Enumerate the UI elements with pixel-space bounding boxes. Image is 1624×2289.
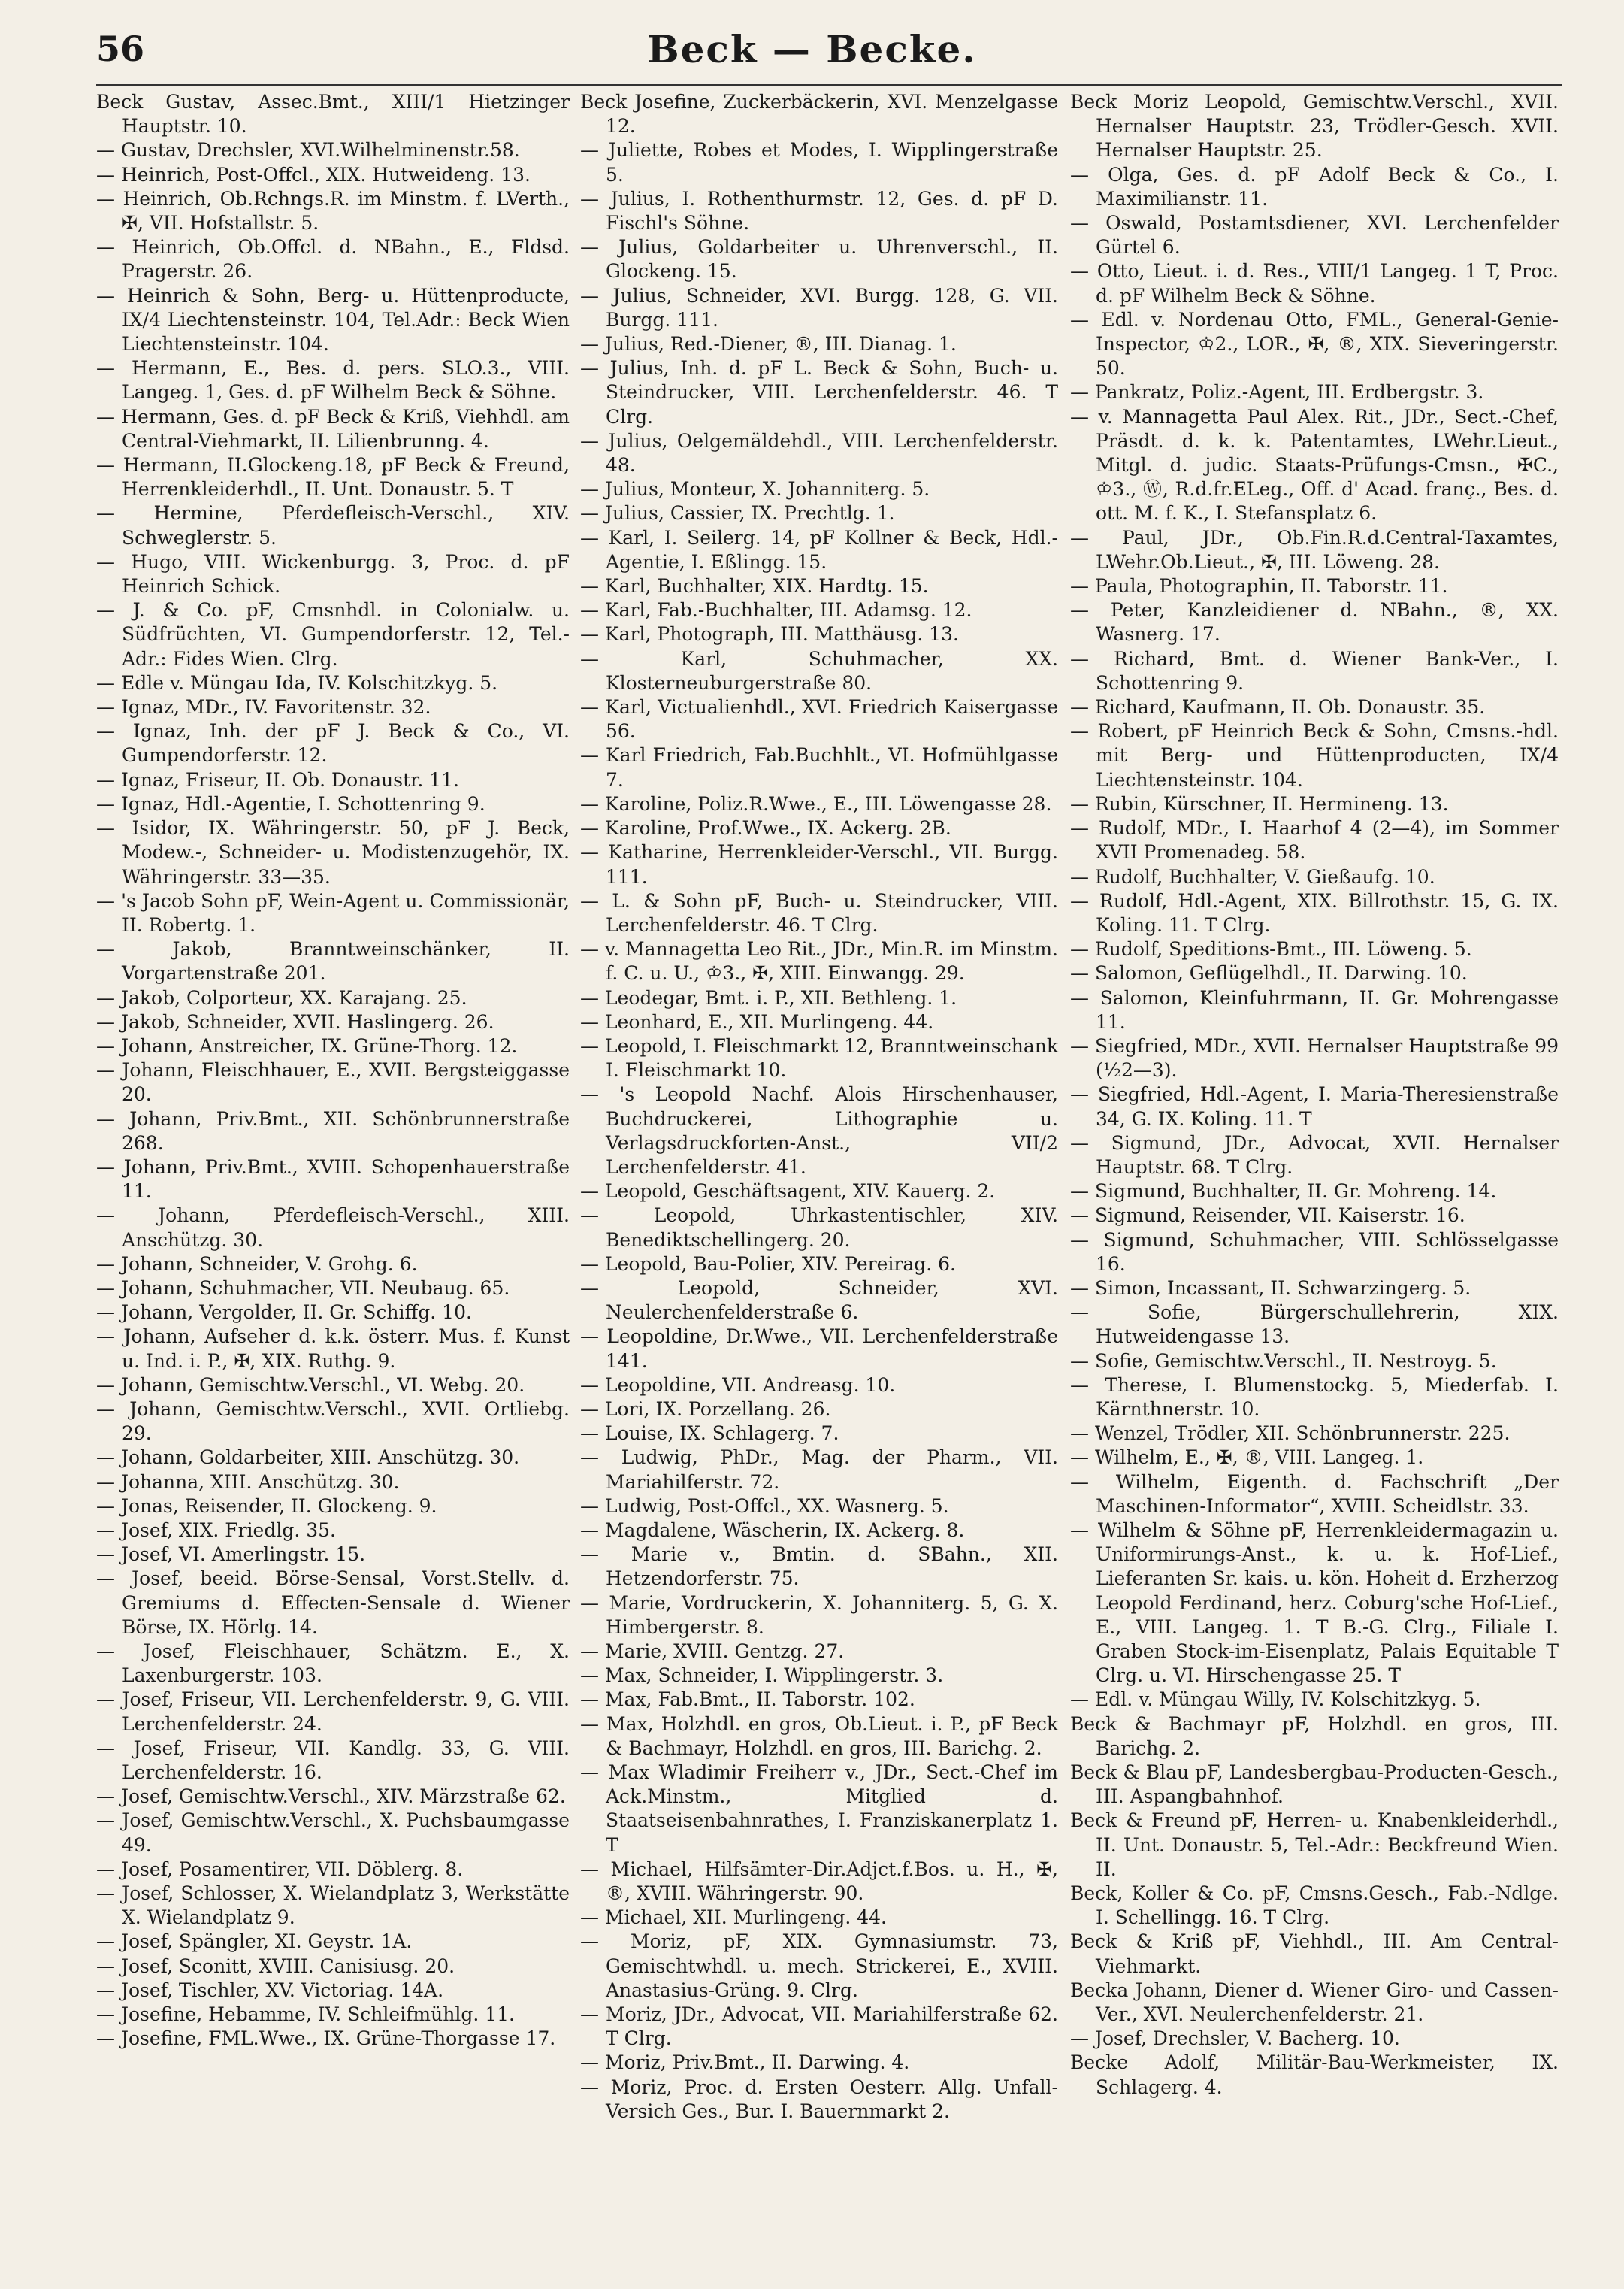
directory-entry: — Hermann, Ges. d. pF Beck & Kriß, Viehhdl. am Central-Viehmarkt, II. Lilienbrunng. 4. (96, 405, 570, 452)
directory-entry: — Salomon, Geflügelhdl., II. Darwing. 10. (1070, 962, 1468, 985)
directory-entry: — Jakob, Schneider, XVII. Haslingerg. 26. (96, 1010, 494, 1033)
directory-entry: — Karl, Fab.-Buchhalter, III. Adamsg. 12. (580, 599, 972, 622)
directory-entry: — Marie v., Bmtin. d. SBahn., XII. Hetzendorferstr. 75. (580, 1543, 1058, 1590)
column-1 (96, 90, 570, 2051)
directory-entry: — Sigmund, JDr., Advocat, XVII. Hernalser Hauptstr. 68. T Clrg. (1070, 1131, 1559, 1178)
directory-entry: — Juliette, Robes et Modes, I. Wipplingerstraße 5. (580, 139, 1058, 186)
column-3 (1070, 90, 1559, 2100)
directory-entry: — Karl, Buchhalter, XIX. Hardtg. 15. (580, 575, 929, 598)
directory-entry: — Heinrich, Post-Offcl., XIX. Hutweideng. 13. (96, 163, 531, 186)
directory-entry: — L. & Sohn pF, Buch- u. Steindrucker, VIII. Lerchenfelderstr. 46. T Clrg. (580, 889, 1058, 936)
directory-entry: — Josefine, FML.Wwe., IX. Grüne-Thorgasse 17. (96, 2027, 556, 2050)
directory-entry: — Michael, XII. Murlingeng. 44. (580, 1906, 887, 1929)
directory-entry: — Therese, I. Blumenstockg. 5, Miederfab. I. Kärnthnerstr. 10. (1070, 1373, 1559, 1420)
directory-entry: — Rudolf, Buchhalter, V. Gießaufg. 10. (1070, 865, 1435, 888)
directory-entry: — Siegfried, MDr., XVII. Hernalser Hauptstraße 99 (½2—3). (1070, 1034, 1559, 1082)
directory-entry: — Isidor, IX. Währingerstr. 50, pF J. Beck, Modew.-, Schneider- u. Modistenzugehör, IX. Währingerstr. 33—35. (96, 817, 570, 888)
directory-entry: — Josef, Posamentirer, VII. Döblerg. 8. (96, 1858, 464, 1880)
directory-entry: — Max, Schneider, I. Wipplingerstr. 3. (580, 1664, 944, 1687)
directory-entry: Becke Adolf, Militär-Bau-Werkmeister, IX. Schlagerg. 4. (1070, 2051, 1559, 2098)
directory-entry: — Julius, Red.-Diener, ®, III. Dianag. 1. (580, 333, 957, 356)
directory-entry: — Peter, Kanzleidiener d. NBahn., ®, XX. Wasnerg. 17. (1070, 599, 1559, 646)
directory-entry: — Josef, Gemischtw.Verschl., X. Puchsbaumgasse 49. (96, 1809, 570, 1856)
directory-entry: — Johann, Anstreicher, IX. Grüne-Thorg. 12. (96, 1034, 518, 1057)
directory-entry: — Robert, pF Heinrich Beck & Sohn, Cmsns.-hdl. mit Berg- und Hüttenproducten, IX/4 Liechtensteinstr. 104. (1070, 720, 1559, 791)
header-rule (96, 84, 1562, 86)
directory-entry: — Julius, I. Rothenthurmstr. 12, Ges. d. pF D. Fischl's Söhne. (580, 187, 1058, 235)
directory-entry: — Josef, Drechsler, V. Bacherg. 10. (1070, 2027, 1400, 2050)
directory-entry: — Josef, Friseur, VII. Lerchenfelderstr. 9, G. VIII. Lerchenfelderstr. 24. (96, 1688, 570, 1735)
directory-entry: — Marie, Vordruckerin, X. Johanniterg. 5, G. X. Himbergerstr. 8. (580, 1591, 1058, 1638)
directory-entry: — Hermann, E., Bes. d. pers. SLO.3., VIII. Langeg. 1, Ges. d. pF Wilhelm Beck & Söhne. (96, 357, 570, 404)
directory-entry: — Johann, Vergolder, II. Gr. Schiffg. 10. (96, 1301, 472, 1324)
directory-entry: — Julius, Goldarbeiter u. Uhrenverschl., II. Glockeng. 15. (580, 236, 1058, 283)
directory-entry: — Michael, Hilfsämter-Dir.Adjct.f.Bos. u. H., ✠, ®, XVIII. Währingerstr. 90. (580, 1858, 1058, 1905)
directory-entry: — Karl, Photograph, III. Matthäusg. 13. (580, 623, 960, 646)
directory-entry: — Jonas, Reisender, II. Glockeng. 9. (96, 1494, 437, 1517)
directory-entry: — Otto, Lieut. i. d. Res., VIII/1 Langeg. 1 T, Proc. d. pF Wilhelm Beck & Söhne. (1070, 260, 1559, 307)
directory-entry: — Siegfried, Hdl.-Agent, I. Maria-Theresienstraße 34, G. IX. Koling. 11. T (1070, 1083, 1559, 1130)
directory-entry: — Hermine, Pferdefleisch-Verschl., XIV. Schweglerstr. 5. (96, 502, 570, 549)
directory-entry: — Josef, Gemischtw.Verschl., XIV. Märzstraße 62. (96, 1785, 566, 1808)
directory-entry: Beck Gustav, Assec.Bmt., XIII/1 Hietzinger Hauptstr. 10. (96, 91, 570, 138)
directory-entry: — Wilhelm & Söhne pF, Herrenkleidermagazin u. Uniformirungs-Anst., k. u. k. Hof-Lief., Lieferanten Sr. kais. u. kön. Hoheit d. Erzherzog Leopold Ferdinand, herz. Coburg'sche Hof-Lief., E., VIII. Langeg. 1. T B.-G. Clrg., Filiale I. Graben Stock-im-Eisenplatz, Palais Equitable T Clrg. u. VI. Hirschengasse 25. T (1070, 1518, 1559, 1687)
directory-entry: Beck Josefine, Zuckerbäckerin, XVI. Menzelgasse 12. (580, 91, 1058, 138)
directory-entry: — Wilhelm, Eigenth. d. Fachschrift „Der Maschinen-Informator“, XVIII. Scheidlstr. 33. (1070, 1470, 1559, 1517)
directory-entry: — Ludwig, PhDr., Mag. der Pharm., VII. Mariahilferstr. 72. (580, 1446, 1058, 1493)
directory-entry: — Moriz, Priv.Bmt., II. Darwing. 4. (580, 2051, 910, 2074)
directory-entry: — Rudolf, Hdl.-Agent, XIX. Billrothstr. 15, G. IX. Koling. 11. T Clrg. (1070, 889, 1559, 936)
directory-entry: — Sigmund, Reisender, VII. Kaiserstr. 16. (1070, 1204, 1465, 1227)
directory-entry: — Julius, Schneider, XVI. Burgg. 128, G. VII. Burgg. 111. (580, 284, 1058, 331)
directory-entry: — Heinrich, Ob.Offcl. d. NBahn., E., Fldsd. Pragerstr. 26. (96, 236, 570, 283)
directory-entry: — Karl Friedrich, Fab.Buchhlt., VI. Hofmühlgasse 7. (580, 744, 1058, 791)
directory-entry: — Leopoldine, Dr.Wwe., VII. Lerchenfelderstraße 141. (580, 1325, 1058, 1372)
page-number: 56 (96, 29, 145, 69)
directory-entry: — Josef, Tischler, XV. Victoriag. 14A. (96, 1979, 444, 2001)
directory-entry: — Edl. v. Müngau Willy, IV. Kolschitzkyg. 5. (1070, 1688, 1481, 1711)
directory-entry: — Josefine, Hebamme, IV. Schleifmühlg. 11. (96, 2003, 515, 2026)
directory-entry: — Sofie, Gemischtw.Verschl., II. Nestroyg. 5. (1070, 1349, 1497, 1372)
directory-entry: — Moriz, JDr., Advocat, VII. Mariahilferstraße 62. T Clrg. (580, 2003, 1058, 2050)
directory-entry: — v. Mannagetta Paul Alex. Rit., JDr., Sect.-Chef, Präsdt. d. k. k. Patentamtes, LWehr.Lieut., Mitgl. d. judic. Staats-Prüfungs-Cmsn., ✠C., ♔3., Ⓦ, R.d.fr.ELeg., Off. d' Acad. franç., Bes. d. ott. M. f. K., I. Stefansplatz 6. (1070, 405, 1559, 525)
directory-entry: — Rudolf, MDr., I. Haarhof 4 (2—4), im Sommer XVII Promenadeg. 58. (1070, 817, 1559, 864)
directory-entry: — Julius, Oelgemäldehdl., VIII. Lerchenfelderstr. 48. (580, 429, 1058, 477)
directory-entry: — Heinrich, Ob.Rchngs.R. im Minstm. f. LVerth., ✠, VII. Hofstallstr. 5. (96, 187, 570, 235)
directory-entry: — Edl. v. Nordenau Otto, FML., General-Genie-Inspector, ♔2., LOR., ✠, ®, XIX. Sieveringerstr. 50. (1070, 308, 1559, 380)
directory-entry: — Johann, Gemischtw.Verschl., XVII. Ortliebg. 29. (96, 1397, 570, 1445)
directory-entry: — Paula, Photographin, II. Taborstr. 11. (1070, 575, 1448, 598)
directory-entry: — Oswald, Postamtsdiener, XVI. Lerchenfelder Gürtel 6. (1070, 212, 1559, 259)
directory-entry: — Johann, Fleischhauer, E., XVII. Bergsteiggasse 20. (96, 1059, 570, 1106)
directory-entry: — Simon, Incassant, II. Schwarzingerg. 5. (1070, 1276, 1471, 1299)
directory-entry: — Rudolf, Speditions-Bmt., III. Löweng. 5. (1070, 938, 1472, 961)
directory-entry: — Johann, Gemischtw.Verschl., VI. Webg. 20. (96, 1373, 525, 1396)
directory-entry: — Josef, Sconitt, XVIII. Canisiusg. 20. (96, 1954, 455, 1977)
directory-entry: — Sofie, Bürgerschullehrerin, XIX. Hutweidengasse 13. (1070, 1301, 1559, 1348)
directory-entry: — Josef, beeid. Börse-Sensal, Vorst.Stellv. d. Gremiums d. Effecten-Sensale d. Wiener Börse, IX. Hörlg. 14. (96, 1567, 570, 1638)
directory-entry: — Ignaz, MDr., IV. Favoritenstr. 32. (96, 696, 431, 719)
directory-entry: Beck Moriz Leopold, Gemischtw.Verschl., XVII. Hernalser Hauptstr. 23, Trödler-Gesch. XVII. Hernalser Hauptstr. 25. (1070, 91, 1559, 162)
directory-entry: — Julius, Cassier, IX. Prechtlg. 1. (580, 502, 895, 525)
directory-entry: — Josef, XIX. Friedlg. 35. (96, 1518, 337, 1541)
directory-entry: — Lori, IX. Porzellang. 26. (580, 1397, 831, 1420)
directory-entry: — Gustav, Drechsler, XVI.Wilhelminenstr.58. (96, 139, 520, 162)
directory-entry: — Leopoldine, VII. Andreasg. 10. (580, 1373, 896, 1396)
directory-entry: — Jakob, Branntweinschänker, II. Vorgartenstraße 201. (96, 938, 570, 985)
directory-entry: — Johann, Priv.Bmt., XVIII. Schopenhauerstraße 11. (96, 1155, 570, 1203)
directory-entry: — Jakob, Colporteur, XX. Karajang. 25. (96, 986, 467, 1009)
directory-entry: — Josef, Friseur, VII. Kandlg. 33, G. VIII. Lerchenfelderstr. 16. (96, 1736, 570, 1784)
directory-entry: — Rubin, Kürschner, II. Hermineng. 13. (1070, 792, 1449, 815)
directory-entry: — Karl, I. Seilerg. 14, pF Kollner & Beck, Hdl.-Agentie, I. Eßlingg. 15. (580, 526, 1058, 573)
directory-entry: — 's Jacob Sohn pF, Wein-Agent u. Commissionär, II. Robertg. 1. (96, 889, 570, 936)
directory-entry: — Julius, Monteur, X. Johanniterg. 5. (580, 478, 930, 501)
directory-entry: — Leopold, Bau-Polier, XIV. Pereirag. 6. (580, 1252, 956, 1275)
directory-entry: — Wilhelm, E., ✠, ®, VIII. Langeg. 1. (1070, 1446, 1424, 1469)
directory-entry: — J. & Co. pF, Cmsnhdl. in Colonialw. u. Südfrüchten, VI. Gumpendorferstr. 12, Tel.-Adr.: Fides Wien. Clrg. (96, 599, 570, 670)
directory-entry: Beck & Blau pF, Landesbergbau-Producten-Gesch., III. Aspangbahnhof. (1070, 1761, 1559, 1808)
directory-entry: — Ludwig, Post-Offcl., XX. Wasnerg. 5. (580, 1494, 949, 1517)
directory-entry: — Edle v. Müngau Ida, IV. Kolschitzkyg. 5. (96, 671, 498, 694)
directory-entry: — Josef, Spängler, XI. Geystr. 1A. (96, 1930, 413, 1953)
directory-entry: — Josef, Schlosser, X. Wielandplatz 3, Werkstätte X. Wielandplatz 9. (96, 1882, 570, 1929)
directory-entry: — Katharine, Herrenkleider-Verschl., VII. Burgg. 111. (580, 841, 1058, 888)
directory-entry: — Josef, Fleischhauer, Schätzm. E., X. Laxenburgerstr. 103. (96, 1640, 570, 1687)
directory-entry: — Max, Fab.Bmt., II. Taborstr. 102. (580, 1688, 915, 1711)
directory-entry: — Leonhard, E., XII. Murlingeng. 44. (580, 1010, 934, 1033)
directory-entry: — Moriz, Proc. d. Ersten Oesterr. Allg. Unfall-Versich Ges., Bur. I. Bauernmarkt 2. (580, 2076, 1058, 2122)
directory-entry: — Richard, Kaufmann, II. Ob. Donaustr. 35. (1070, 696, 1486, 719)
directory-entry: — Ignaz, Hdl.-Agentie, I. Schottenring 9. (96, 792, 485, 815)
directory-entry: — Karoline, Poliz.R.Wwe., E., III. Löwengasse 28. (580, 792, 1052, 815)
directory-entry: — Leopold, Schneider, XVI. Neulerchenfelderstraße 6. (580, 1276, 1058, 1324)
directory-entry: — Wenzel, Trödler, XII. Schönbrunnerstr. 225. (1070, 1422, 1511, 1445)
directory-entry: — Karoline, Prof.Wwe., IX. Ackerg. 2B. (580, 817, 951, 840)
directory-entry: Beck, Koller & Co. pF, Cmsns.Gesch., Fab.-Ndlge. I. Schellingg. 16. T Clrg. (1070, 1882, 1559, 1929)
column-2 (580, 90, 1058, 2124)
directory-entry: — Hermann, II.Glockeng.18, pF Beck & Freund, Herrenkleiderhdl., II. Unt. Donaustr. 5. T (96, 454, 570, 501)
directory-entry: — Johann, Aufseher d. k.k. österr. Mus. f. Kunst u. Ind. i. P., ✠, XIX. Ruthg. 9. (96, 1325, 570, 1372)
directory-entry: — Karl, Schuhmacher, XX. Klosterneuburgerstraße 80. (580, 647, 1058, 694)
directory-entry: — Johann, Priv.Bmt., XII. Schönbrunnerstraße 268. (96, 1107, 570, 1154)
directory-entry: — Leodegar, Bmt. i. P., XII. Bethleng. 1. (580, 986, 957, 1009)
directory-entry: Beck & Freund pF, Herren- u. Knabenkleiderhdl., II. Unt. Donaustr. 5, Tel.-Adr.: Beckfreund Wien. II. (1070, 1809, 1559, 1880)
directory-entry: — Richard, Bmt. d. Wiener Bank-Ver., I. Schottenring 9. (1070, 647, 1559, 694)
directory-entry: — Johann, Schuhmacher, VII. Neubaug. 65. (96, 1276, 510, 1299)
directory-entry: — Leopold, I. Fleischmarkt 12, Branntweinschank I. Fleischmarkt 10. (580, 1034, 1058, 1082)
directory-entry: — Magdalene, Wäscherin, IX. Ackerg. 8. (580, 1518, 965, 1541)
directory-entry: — Ignaz, Friseur, II. Ob. Donaustr. 11. (96, 768, 459, 791)
directory-entry: — Johann, Pferdefleisch-Verschl., XIII. Anschützg. 30. (96, 1204, 570, 1251)
directory-entry: — Salomon, Kleinfuhrmann, II. Gr. Mohrengasse 11. (1070, 986, 1559, 1033)
directory-entry: — Johanna, XIII. Anschützg. 30. (96, 1470, 400, 1493)
directory-entry: — Marie, XVIII. Gentzg. 27. (580, 1640, 845, 1662)
directory-entry: — Ignaz, Inh. der pF J. Beck & Co., VI. Gumpendorferstr. 12. (96, 720, 570, 767)
directory-entry: — Max, Holzhdl. en gros, Ob.Lieut. i. P., pF Beck & Bachmayr, Holzhdl. en gros, III. Barichg. 2. (580, 1712, 1058, 1759)
directory-entry: — Hugo, VIII. Wickenburgg. 3, Proc. d. pF Heinrich Schick. (96, 550, 570, 598)
directory-entry: — Sigmund, Schuhmacher, VIII. Schlösselgasse 16. (1070, 1228, 1559, 1275)
page-title: Beck — Becke. (647, 27, 977, 71)
directory-entry: — 's Leopold Nachf. Alois Hirschenhauser, Buchdruckerei, Lithographie u. Verlagsdruckforten-Anst., VII/2 Lerchenfelderstr. 41. (580, 1083, 1058, 1178)
directory-entry: Beck & Bachmayr pF, Holzhdl. en gros, III. Barichg. 2. (1070, 1712, 1559, 1759)
directory-entry: — Karl, Victualienhdl., XVI. Friedrich Kaisergasse 56. (580, 696, 1058, 743)
directory-entry: — Louise, IX. Schlagerg. 7. (580, 1422, 839, 1445)
directory-entry: — Sigmund, Buchhalter, II. Gr. Mohreng. 14. (1070, 1180, 1497, 1203)
directory-entry: — Johann, Schneider, V. Grohg. 6. (96, 1252, 418, 1275)
directory-entry: — Olga, Ges. d. pF Adolf Beck & Co., I. Maximilianstr. 11. (1070, 163, 1559, 210)
directory-entry: — Leopold, Uhrkastentischler, XIV. Benediktschellingerg. 20. (580, 1204, 1058, 1251)
directory-entry: — Moriz, pF, XIX. Gymnasiumstr. 73, Gemischtwhdl. u. mech. Strickerei, E., XVIII. Anastasius-Grüng. 9. Clrg. (580, 1930, 1058, 2001)
directory-entry: — Heinrich & Sohn, Berg- u. Hüttenproducte, IX/4 Liechtensteinstr. 104, Tel.Adr.: Beck Wien Liechtensteinstr. 104. (96, 284, 570, 356)
directory-entry: — Max Wladimir Freiherr v., JDr., Sect.-Chef im Ack.Minstm., Mitglied d. Staatseisenbahnrathes, I. Franziskanerplatz 1. T (580, 1761, 1058, 1856)
directory-entry: — Josef, VI. Amerlingstr. 15. (96, 1543, 366, 1566)
directory-entry: — Johann, Goldarbeiter, XIII. Anschützg. 30. (96, 1446, 520, 1469)
directory-entry: — v. Mannagetta Leo Rit., JDr., Min.R. im Minstm. f. C. u. U., ♔3., ✠, XIII. Einwangg. 29. (580, 938, 1058, 985)
directory-entry: — Leopold, Geschäftsagent, XIV. Kauerg. 2. (580, 1180, 996, 1203)
directory-entry: Beck & Kriß pF, Viehhdl., III. Am Central-Viehmarkt. (1070, 1930, 1559, 1977)
directory-entry: Becka Johann, Diener d. Wiener Giro- und Cassen-Ver., XVI. Neulerchenfelderstr. 21. (1070, 1979, 1559, 2026)
directory-entry: — Paul, JDr., Ob.Fin.R.d.Central-Taxamtes, LWehr.Ob.Lieut., ✠, III. Löweng. 28. (1070, 526, 1559, 573)
directory-entry: — Pankratz, Poliz.-Agent, III. Erdbergstr. 3. (1070, 381, 1484, 404)
directory-entry: — Julius, Inh. d. pF L. Beck & Sohn, Buch- u. Steindrucker, VIII. Lerchenfelderstr. 46. T Clrg. (580, 357, 1058, 428)
